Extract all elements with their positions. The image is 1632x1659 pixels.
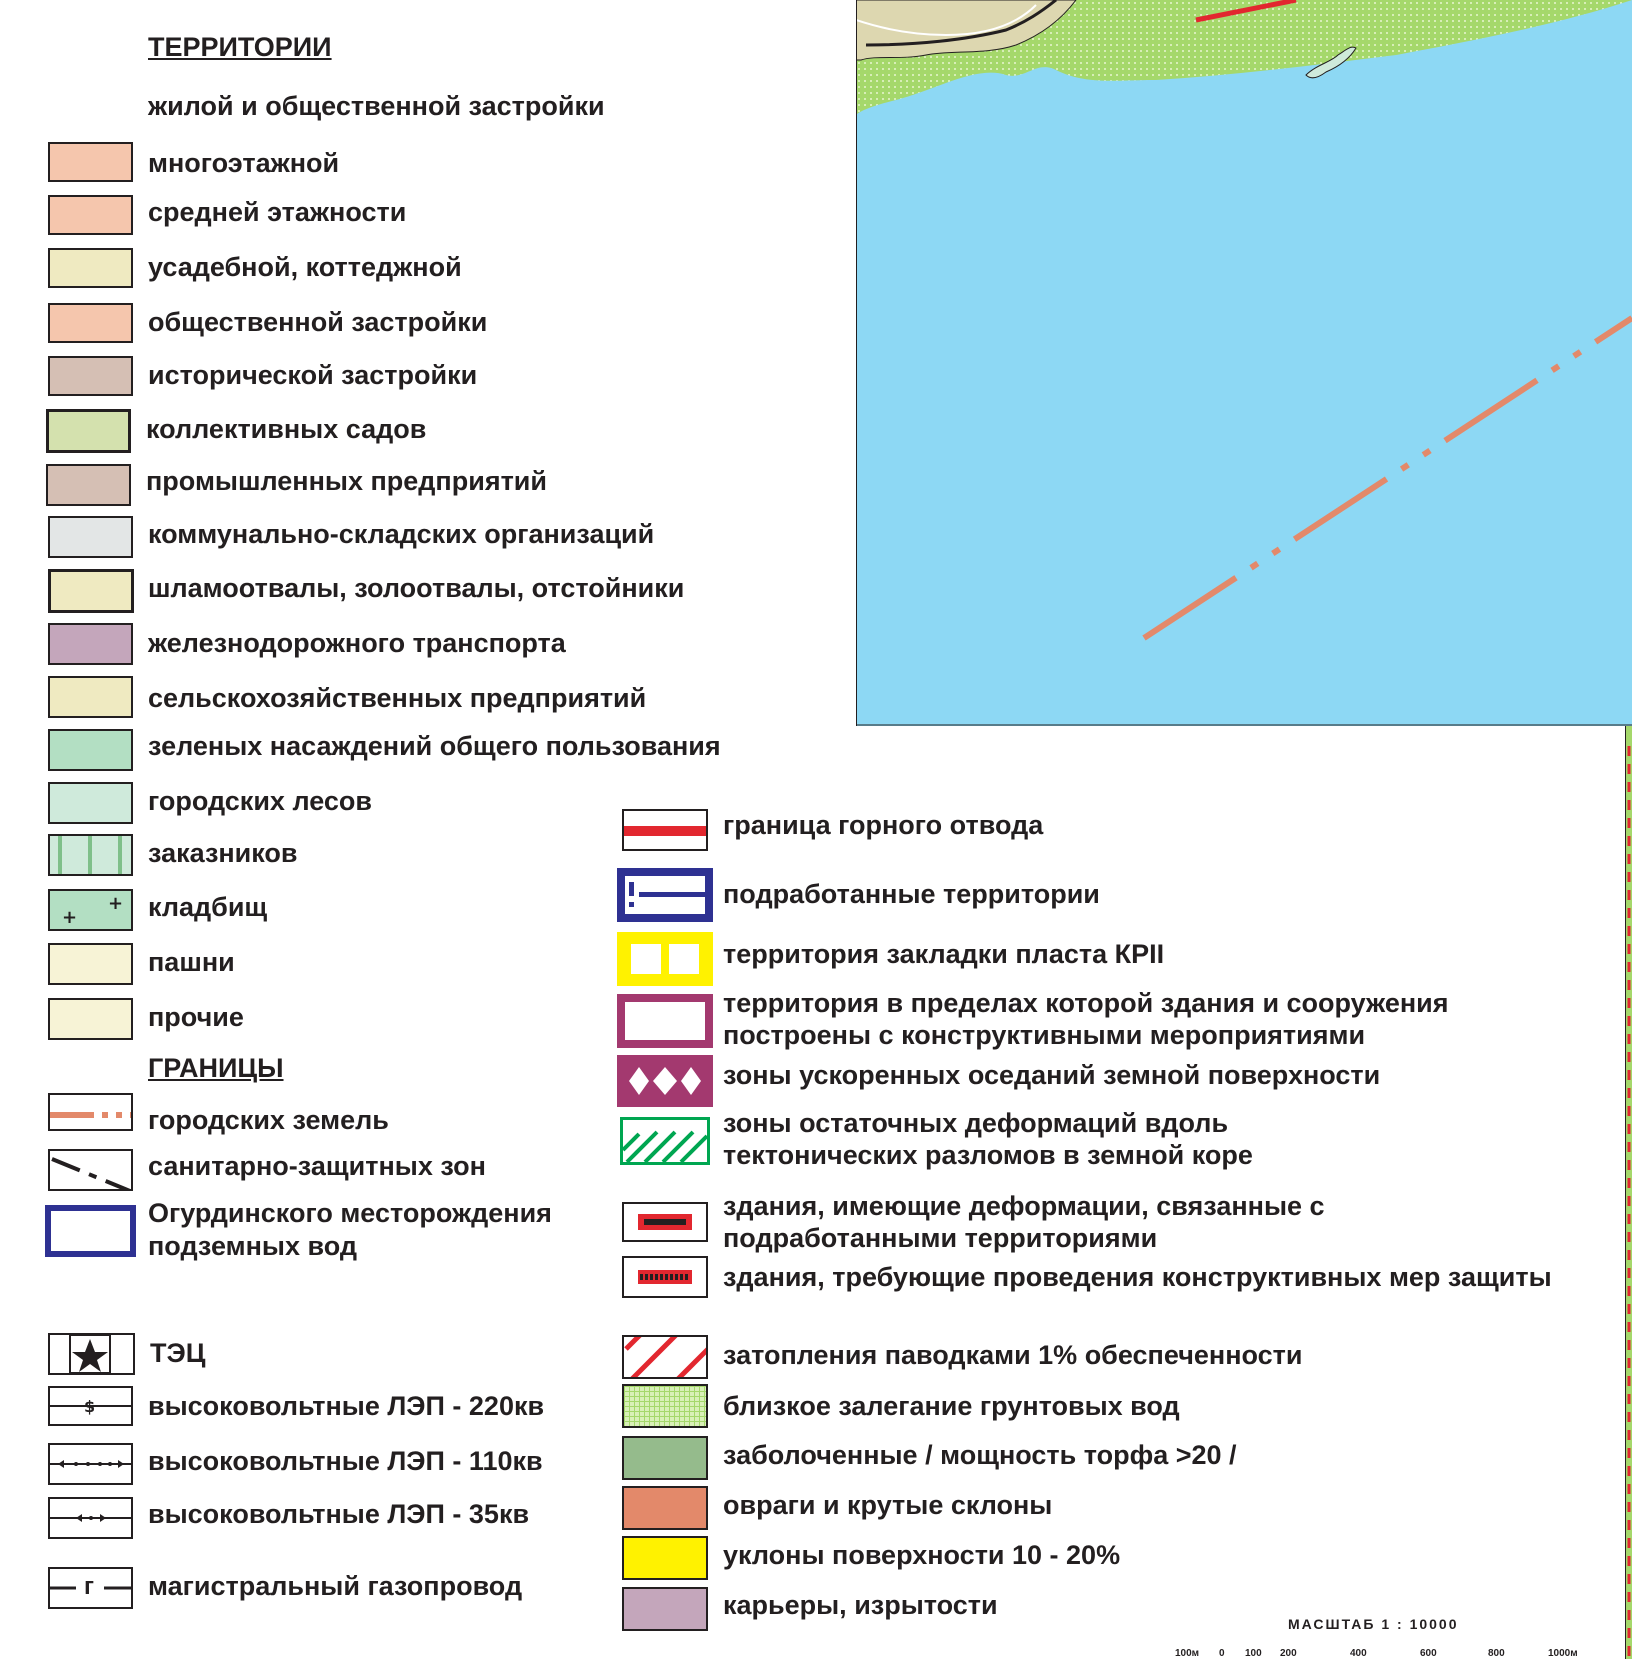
residential-heading: жилой и общественной застройки [148,91,605,121]
svg-text:$: $ [84,1397,96,1416]
swatch-slopes [622,1536,708,1580]
swatch-cemetery [48,889,133,931]
scale-tick: 0 [1219,1648,1225,1659]
swatch-mining-boundary [622,809,708,851]
legend-label: тектонических разломов в земной коре [723,1140,1253,1170]
legend-label: территория закладки пласта КРII [723,939,1165,969]
swatch-multistorey [48,142,133,182]
swatch-city-border [48,1093,133,1131]
legend-label: заболоченные / мощность торфа >20 / [723,1440,1237,1470]
legend-label: общественной застройки [148,307,488,337]
swatch-arable [48,943,133,985]
scale-tick: 200 [1280,1648,1297,1659]
map-area[interactable] [856,0,1632,726]
legend-label: санитарно-защитных зон [148,1151,486,1181]
legend-label: кладбищ [148,892,268,922]
swatch-urban-forest [48,782,133,824]
swatch-power-35 [48,1497,133,1539]
swatch-power-110 [48,1443,133,1485]
swatch-historic [48,356,133,396]
legend-label: зеленых насаждений общего пользования [148,731,721,761]
svg-text:+: + [108,893,124,914]
swatch-backfill [617,932,713,986]
scale-tick: 100м [1175,1648,1200,1659]
legend-label: усадебной, коттеджной [148,252,462,282]
legend-label: средней этажности [148,197,407,227]
swatch-gas-pipeline [48,1567,133,1609]
swatch-deformed-buildings [622,1202,708,1242]
legend-label: близкое залегание грунтовых вод [723,1391,1180,1421]
swatch-flooding [622,1335,708,1379]
swatch-reserve [48,834,133,876]
swatch-swamp [622,1436,708,1480]
legend-label: промышленных предприятий [146,466,548,496]
legend-label: овраги и крутые склоны [723,1490,1053,1520]
legend-label: железнодорожного транспорта [148,628,566,658]
legend-label: городских земель [148,1105,389,1135]
legend-label: построены с конструктивными мероприятиями [723,1020,1366,1050]
legend-label: зоны остаточных деформаций вдоль [723,1108,1229,1138]
swatch-warehouse [48,516,133,558]
swatch-ogurdino-border [45,1205,136,1257]
map-edge-strip [1625,726,1632,1659]
legend-label: ТЭЦ [150,1338,206,1368]
legend-label: граница горного отвода [723,810,1044,840]
legend-label: магистральный газопровод [148,1571,523,1601]
swatch-industrial [46,464,131,506]
legend-label: коллективных садов [146,414,427,444]
swatch-power-220 [48,1386,133,1426]
legend-label: зоны ускоренных оседаний земной поверхности [723,1060,1381,1090]
legend-label: коммунально-складских организаций [148,519,655,549]
swatch-public [48,303,133,343]
scale-tick: 1000м [1548,1648,1578,1659]
borders-heading: ГРАНИЦЫ [148,1053,284,1083]
swatch-ravines [622,1486,708,1530]
legend-label: высоковольтные ЛЭП - 35кв [148,1499,530,1529]
scale-tick: 600 [1420,1648,1437,1659]
legend-label: подработанными территориями [723,1223,1158,1253]
legend-label: прочие [148,1002,244,1032]
scale-title: МАСШТАБ 1 : 10000 [1288,1616,1459,1632]
swatch-cottage [48,248,133,288]
swatch-public-green [48,729,133,771]
scale-tick: 800 [1488,1648,1505,1659]
water-body [856,0,1632,726]
legend-label: здания, требующие проведения конструктивных мер защиты [723,1262,1552,1292]
swatch-other [48,998,133,1040]
legend-label: подработанные территории [723,879,1100,909]
legend-label: высоковольтные ЛЭП - 220кв [148,1391,545,1421]
legend-label: здания, имеющие деформации, связанные с [723,1191,1325,1221]
scale-tick: 100 [1245,1648,1262,1659]
legend-label: территория в пределах которой здания и сооружения [723,988,1449,1018]
legend-label: городских лесов [148,786,373,816]
swatch-chp [48,1333,135,1375]
swatch-groundwater [622,1384,708,1428]
swatch-constructive [617,994,713,1048]
swatch-midrise [48,195,133,235]
swatch-gardens [46,409,131,453]
gas-symbol: г [84,1573,94,1600]
legend-label: заказников [148,838,298,868]
swatch-tectonic [620,1117,710,1165]
swatch-undermined [617,868,713,922]
legend-label: затопления паводками 1% обеспеченности [723,1340,1303,1370]
legend-label: пашни [148,947,235,977]
swatch-subsidence [617,1055,713,1107]
territories-heading: ТЕРРИТОРИИ [148,32,332,62]
legend-label: подземных вод [148,1231,358,1261]
swatch-quarries [622,1587,708,1631]
swatch-railway [48,623,133,665]
svg-text:+: + [62,907,78,928]
legend-label: сельскохозяйственных предприятий [148,683,647,713]
swatch-sludge [48,569,134,613]
swatch-protection-buildings [622,1256,708,1298]
scale-tick: 400 [1350,1648,1367,1659]
legend-label: исторической застройки [148,360,478,390]
legend-label: шламоотвалы, золоотвалы, отстойники [148,573,685,603]
swatch-sanitary-border [48,1149,133,1191]
swatch-agricultural [48,676,133,718]
legend-label: Огурдинского месторождения [148,1198,552,1228]
legend-label: карьеры, изрытости [723,1590,998,1620]
legend-label: многоэтажной [148,148,340,178]
legend-label: уклоны поверхности 10 - 20% [723,1540,1121,1570]
legend-label: высоковольтные ЛЭП - 110кв [148,1446,543,1476]
